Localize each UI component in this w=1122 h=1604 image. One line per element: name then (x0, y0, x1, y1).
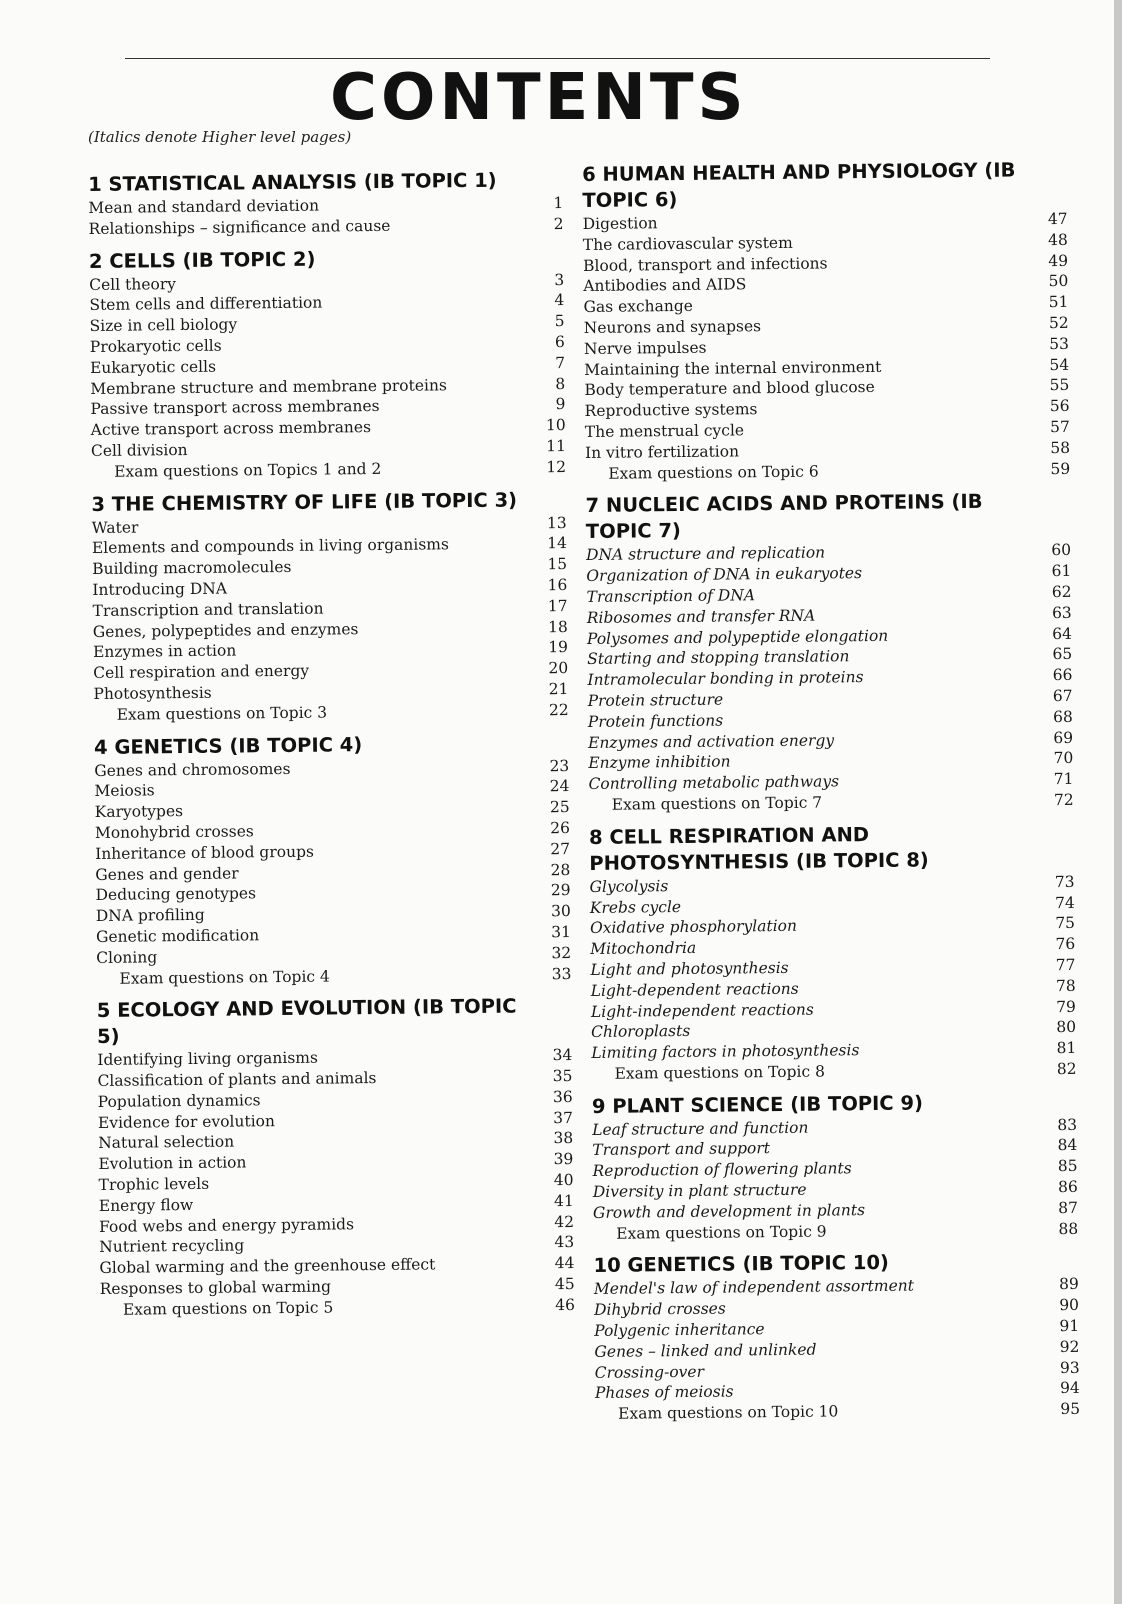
page-number: 32 (551, 943, 572, 962)
page-number: 50 (1048, 272, 1069, 291)
entry-title: Digestion (582, 214, 658, 233)
entry-title: Ribosomes and transfer RNA (586, 606, 816, 627)
page-number: 1 (553, 194, 564, 213)
entry-title: Enzymes in action (92, 641, 237, 662)
page-number: 93 (1059, 1358, 1080, 1377)
entry-title: Phases of meiosis (594, 1382, 734, 1403)
topic-section (585, 488, 1078, 815)
page-number: 62 (1051, 582, 1072, 602)
entry-title: Exam questions on Topic 5 (122, 1298, 334, 1319)
entry-title: Genetic modification (95, 926, 260, 946)
entry-title: Passive transport across membranes (90, 397, 380, 419)
page-number: 40 (553, 1171, 574, 1190)
page-number: 4 (554, 291, 565, 310)
page-number: 42 (554, 1212, 575, 1231)
entry-title: Exam questions on Topic 7 (611, 793, 823, 814)
entry-title: Glycolysis (589, 876, 669, 896)
entry-title: Mendel's law of independent assortment (593, 1277, 915, 1299)
page-number: 15 (547, 555, 568, 574)
page-number: 51 (1048, 293, 1069, 312)
page-number: 54 (1049, 355, 1070, 374)
page-number: 20 (548, 659, 569, 678)
page-number: 3 (554, 270, 565, 289)
topic-heading: 10 GENETICS (IB TOPIC 10) (593, 1251, 890, 1278)
page-number: 41 (553, 1191, 574, 1211)
entry-title: Relationships – significance and cause (88, 216, 391, 238)
entry-title: Exam questions on Topic 3 (116, 703, 328, 724)
entry-title: Nerve impulses (583, 338, 707, 358)
entry-title: Cloning (96, 948, 158, 967)
page-number: 70 (1053, 749, 1074, 768)
page-number: 30 (550, 902, 571, 921)
entry-title: Evolution in action (98, 1153, 247, 1174)
page-number: 17 (547, 596, 568, 615)
topic-heading: 1 STATISTICAL ANALYSIS (IB TOPIC 1) (88, 168, 497, 196)
page-number: 94 (1060, 1379, 1080, 1398)
entry-title: Exam questions on Topic 4 (119, 967, 330, 988)
page-number: 37 (553, 1108, 574, 1127)
exam-questions-entry (593, 1218, 1083, 1244)
entry-title: Enzyme inhibition (588, 752, 731, 773)
page-number: 57 (1049, 417, 1070, 437)
page-number: 82 (1056, 1059, 1077, 1078)
page-number: 31 (551, 922, 572, 942)
topic-section (88, 167, 569, 240)
entry-title: In vitro fertilization (584, 442, 740, 462)
page-number: 86 (1057, 1177, 1078, 1197)
entry-title: Building macromolecules (92, 558, 292, 579)
page-number: 87 (1058, 1198, 1079, 1217)
exam-questions-entry (595, 1399, 1085, 1425)
page-number: 26 (550, 818, 570, 838)
page-number: 9 (555, 395, 566, 414)
page-number: 76 (1055, 934, 1076, 954)
page-number: 66 (1052, 666, 1073, 685)
entry-title: Light and photosynthesis (590, 958, 789, 979)
entry-title: Genes and chromosomes (94, 759, 291, 780)
entry-title: Nutrient recycling (99, 1236, 245, 1257)
entry-title: Starting and stopping translation (587, 647, 850, 669)
page-number: 19 (548, 638, 569, 657)
page-number: 67 (1052, 686, 1073, 706)
page-number: 36 (552, 1087, 573, 1107)
entry-title: Transcription of DNA (586, 586, 756, 606)
entry-title: Identifying living organisms (97, 1048, 318, 1070)
entry-title: DNA structure and replication (586, 543, 826, 565)
entry-title: DNA profiling (95, 905, 205, 926)
page-number: 25 (549, 798, 570, 817)
page-number: 28 (550, 860, 571, 879)
entry-title: Meiosis (94, 781, 155, 801)
page-number: 44 (554, 1254, 575, 1273)
topic-section (89, 244, 571, 483)
page-number: 45 (554, 1275, 575, 1294)
entry-title: Transcription and translation (92, 599, 324, 620)
page-number: 23 (549, 756, 570, 775)
page-number: 85 (1057, 1157, 1078, 1176)
page-number: 72 (1053, 790, 1074, 810)
topic-section (592, 1089, 1084, 1245)
page-number: 52 (1048, 313, 1069, 333)
entry-title: Organization of DNA in eukaryotes (586, 564, 863, 586)
topic-heading: 3 THE CHEMISTRY OF LIFE (IB TOPIC 3) (91, 488, 518, 516)
entry-title: Deducing genotypes (95, 884, 257, 905)
topic-heading: 5 ECOLOGY AND EVOLUTION (IB TOPIC 5) (96, 994, 517, 1049)
contents-entry (88, 214, 568, 240)
entry-title: Limiting factors in photosynthesis (591, 1041, 860, 1063)
page-number: 7 (555, 353, 566, 372)
page-number: 47 (1047, 209, 1068, 229)
page-number: 43 (554, 1233, 575, 1252)
page-number: 79 (1056, 997, 1076, 1016)
entry-title: Maintaining the internal environment (584, 357, 882, 379)
topic-heading: 2 CELLS (IB TOPIC 2) (88, 247, 316, 273)
entry-title: Cell respiration and energy (93, 661, 310, 683)
page-number: 77 (1055, 955, 1076, 974)
exam-questions-entry (94, 700, 574, 726)
page-number: 61 (1051, 562, 1072, 581)
top-rule (125, 58, 990, 59)
page-number: 22 (548, 700, 569, 719)
entry-title: Eukaryotic cells (89, 357, 217, 377)
entry-title: Controlling metabolic pathways (588, 772, 840, 794)
exam-questions-entry (585, 458, 1075, 484)
topic-section (589, 820, 1082, 1085)
entry-title: Protein structure (587, 690, 724, 710)
page-number: 78 (1055, 976, 1076, 995)
entry-title: Prokaryotic cells (89, 336, 222, 356)
page-number: 5 (554, 312, 565, 331)
page-number: 12 (546, 457, 567, 476)
topic-heading: 6 HUMAN HEALTH AND PHYSIOLOGY (IB TOPIC 6) (582, 158, 1016, 212)
page-number: 74 (1054, 893, 1075, 912)
page-number: 33 (551, 964, 572, 983)
exam-questions-entry (91, 457, 571, 483)
page-number: 38 (553, 1129, 574, 1148)
topic-section (97, 993, 580, 1320)
page-number: 91 (1059, 1316, 1080, 1336)
page-number: 81 (1056, 1038, 1077, 1058)
page-number: 88 (1058, 1219, 1079, 1238)
page-number: 56 (1049, 397, 1070, 416)
topic-section (94, 729, 577, 989)
entry-title: Elements and compounds in living organisms (91, 535, 450, 558)
entry-title: Global warming and the greenhouse effect (99, 1255, 436, 1278)
entry-title: Stem cells and differentiation (89, 293, 323, 315)
page-number: 69 (1053, 728, 1074, 747)
italics-note: (Italics denote Higher level pages) (88, 128, 352, 146)
page-number: 48 (1048, 230, 1068, 249)
page-number: 27 (550, 839, 571, 858)
entry-title: Leaf structure and function (592, 1118, 809, 1139)
entry-title: Blood, transport and infections (582, 254, 828, 275)
page-number: 84 (1057, 1136, 1078, 1155)
entry-title: Body temperature and blood glucose (584, 378, 875, 400)
entry-title: Photosynthesis (93, 683, 212, 703)
entry-title: Water (91, 518, 139, 537)
exam-questions-entry (100, 1295, 580, 1321)
entry-title: Polygenic inheritance (594, 1320, 765, 1340)
topic-heading: 7 NUCLEIC ACIDS AND PROTEINS (IB TOPIC 7) (585, 490, 983, 544)
topic-heading: 4 GENETICS (IB TOPIC 4) (93, 732, 363, 759)
page-number: 64 (1052, 624, 1073, 643)
page-edge-shadow (1114, 0, 1122, 1604)
entry-title: Exam questions on Topics 1 and 2 (114, 459, 382, 481)
page-number: 55 (1049, 376, 1070, 395)
topic-heading: 8 CELL RESPIRATION AND PHOTOSYNTHESIS (IB TOPIC 8) (588, 822, 929, 875)
entry-title: Neurons and synapses (583, 317, 762, 337)
topic-section (91, 487, 573, 726)
entry-title: Diversity in plant structure (592, 1180, 807, 1202)
entry-title: Energy flow (98, 1195, 194, 1215)
entry-title: Evidence for evolution (97, 1111, 276, 1132)
entry-title: Chloroplasts (591, 1022, 691, 1042)
page-number: 11 (546, 436, 566, 456)
page-number: 18 (547, 617, 568, 636)
page-number: 59 (1050, 459, 1071, 478)
entry-title: Growth and development in plants (592, 1200, 866, 1222)
entry-title: Exam questions on Topic 9 (616, 1222, 827, 1243)
page-number: 80 (1056, 1018, 1077, 1037)
page-number: 2 (553, 214, 564, 233)
page-number: 83 (1057, 1115, 1078, 1134)
entry-title: Inheritance of blood groups (95, 842, 315, 863)
entry-title: Responses to global warming (99, 1277, 332, 1299)
entry-title: Crossing-over (594, 1362, 705, 1382)
entry-title: Light-dependent reactions (590, 979, 799, 1000)
entry-title: Intramolecular bonding in proteins (587, 668, 864, 690)
entry-title: Protein functions (587, 711, 724, 731)
entry-title: Polysomes and polypeptide elongation (586, 626, 889, 648)
entry-title: Reproductive systems (584, 400, 758, 421)
page-title: CONTENTS (330, 61, 748, 135)
page-number: 13 (546, 513, 567, 532)
topic-heading: 9 PLANT SCIENCE (IB TOPIC 9) (591, 1091, 924, 1118)
page-number: 71 (1053, 770, 1074, 789)
entry-title: Dihybrid crosses (593, 1299, 726, 1320)
entry-title: Antibodies and AIDS (583, 275, 747, 296)
page-number: 46 (555, 1295, 575, 1315)
page-number: 10 (545, 416, 566, 435)
page-number: 92 (1059, 1337, 1080, 1356)
entry-title: Active transport across membranes (90, 418, 372, 440)
exam-questions-entry (591, 1059, 1081, 1085)
entry-title: Natural selection (98, 1133, 235, 1153)
entry-title: Mean and standard deviation (88, 196, 320, 217)
page-number: 95 (1060, 1400, 1081, 1419)
entry-title: Genes, polypeptides and enzymes (92, 619, 359, 641)
page-number: 6 (554, 333, 565, 352)
page-number: 24 (549, 777, 570, 796)
topic-section (582, 157, 1075, 484)
entry-title: Enzymes and activation energy (587, 730, 835, 752)
entry-title: Introducing DNA (92, 579, 228, 599)
exam-questions-entry (96, 963, 576, 989)
exam-questions-entry (589, 790, 1079, 816)
entry-title: Monohybrid crosses (94, 822, 254, 842)
entry-title: Karyotypes (94, 802, 184, 822)
entry-title: Mitochondria (590, 938, 697, 959)
entry-title: The cardiovascular system (582, 233, 793, 254)
page-number: 60 (1051, 541, 1072, 560)
page-number: 73 (1054, 872, 1075, 891)
entry-title: Krebs cycle (589, 897, 682, 917)
entry-title: Size in cell biology (89, 315, 238, 336)
contents-column-right (582, 157, 1085, 1434)
entry-title: Population dynamics (97, 1091, 261, 1111)
contents-column-left (88, 167, 580, 1330)
page-number: 58 (1050, 438, 1071, 457)
page-number: 53 (1049, 334, 1070, 353)
page-number: 35 (552, 1067, 573, 1086)
page-number: 89 (1058, 1275, 1079, 1294)
entry-title: The menstrual cycle (584, 421, 745, 441)
page-number: 68 (1053, 707, 1073, 726)
entry-title: Exam questions on Topic 6 (608, 462, 819, 483)
entry-title: Light-independent reactions (590, 1000, 814, 1021)
entry-title: Exam questions on Topic 8 (614, 1062, 826, 1083)
entry-title: Exam questions on Topic 10 (618, 1402, 839, 1423)
page-number: 14 (547, 534, 568, 553)
page-number: 29 (550, 881, 571, 900)
page-number: 65 (1052, 645, 1073, 664)
page-number: 63 (1051, 603, 1072, 622)
entry-title: Food webs and energy pyramids (98, 1214, 355, 1236)
page-number: 49 (1048, 251, 1069, 270)
entry-title: Genes – linked and unlinked (594, 1340, 817, 1361)
page-number: 75 (1055, 914, 1076, 933)
entry-title: Transport and support (592, 1139, 771, 1160)
entry-title: Cell theory (89, 274, 177, 294)
entry-title: Cell division (90, 440, 188, 460)
entry-title: Classification of plants and animals (97, 1069, 377, 1091)
entry-title: Trophic levels (98, 1174, 210, 1195)
entry-title: Oxidative phosphorylation (589, 917, 798, 938)
page-number: 21 (548, 679, 569, 699)
topic-section (593, 1248, 1085, 1425)
entry-title: Reproduction of flowering plants (592, 1159, 852, 1181)
page-number: 16 (547, 575, 568, 595)
page-number: 8 (555, 374, 566, 393)
entry-title: Membrane structure and membrane proteins (90, 375, 447, 398)
page-number: 39 (553, 1150, 574, 1169)
entry-title: Genes and gender (95, 863, 239, 884)
page-number: 34 (552, 1046, 573, 1065)
entry-title: Gas exchange (583, 297, 694, 317)
page-number: 90 (1059, 1296, 1080, 1315)
